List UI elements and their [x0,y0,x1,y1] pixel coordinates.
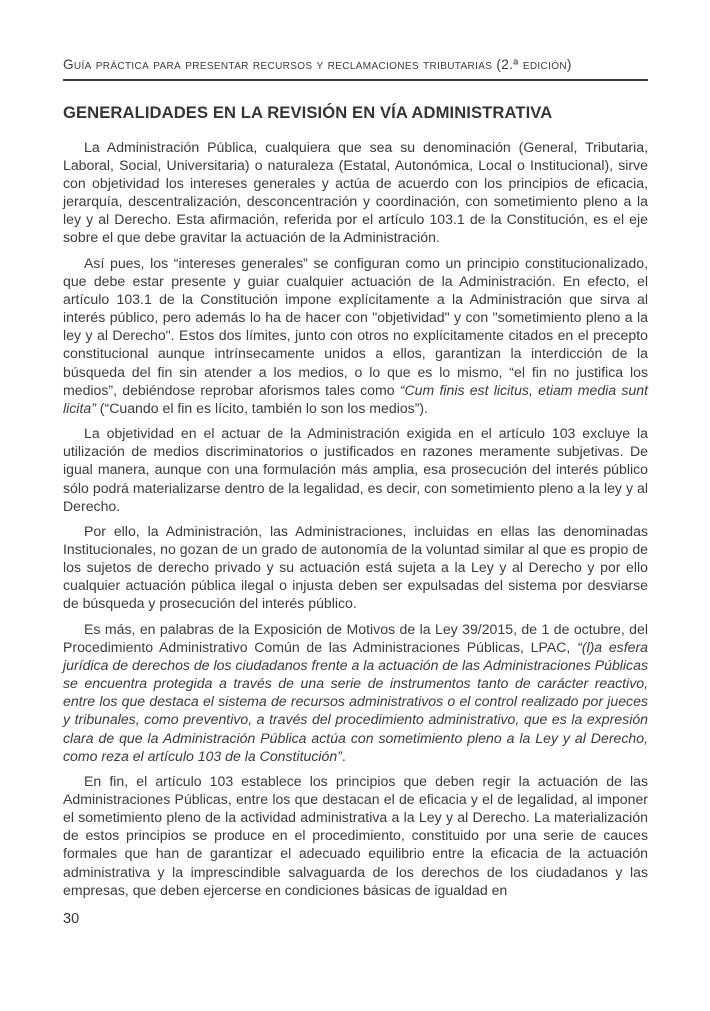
page-number: 30 [63,911,80,927]
italic-run: “(l)a esfera jurídica de derechos de los ciudadanos frente a la actuación de las Administraciones Públicas se encuentra protegida a través de una serie de instrumentos tanto de carácter reactivo, entre los que destaca el sistema de recursos administrativos o el control realizado por jueces y tribunales, como preventivo, a través del procedimiento administrativo, que es la expresión clara de que la Administración Pública actúa con sometimiento pleno a la Ley y al Derecho, como reza el artículo 103 de la Constitución” [63,638,648,764]
paragraph [63,522,648,613]
text-run: Por ello, la Administración, las Administraciones, incluidas en ellas las denominadas Institucionales, no gozan de un grado de autonomía de la voluntad similar al que es propio de los sujetos de derecho privado y su actuación está sujeta a la Ley y al Derecho y por ello cualquier actuación pública ilegal o injusta deben ser expulsadas del sistema por desviarse de búsqueda y prosecución del interés público. [63,522,648,612]
paragraph [63,254,648,417]
italic-run: “Cum finis est licitus, etiam media sunt licita” [63,381,648,416]
paragraph [63,138,648,247]
text-run: Así pues, los “intereses generales” se configuran como un principio constitucionalizado, que debe estar presente y guiar cualquier actuación de la Administración. En efecto, el artículo 103.1 de la Constitución impone explícitamente a la Administración que sirva al interés público, pero además lo ha de hacer con "objetividad" y con "sometimiento pleno a la ley y al Derecho". Estos dos límites, junto con otros no explícitamente citados en el precepto constitucional aunque intrínsecamente unidos a ellos, garantizan la interdicción de la búsqueda del fin sin atender a los medios, o lo que es lo mismo, “el fin no justifica los medios”, debiéndose reprobar aforismos tales como [63,254,648,398]
running-header: Guía práctica para presentar recursos y reclamaciones tributarias (2.ª edición) [63,57,648,81]
paragraph [63,424,648,515]
text-run: . [341,747,346,764]
text-run: La objetividad en el actuar de la Administración exigida en el artículo 103 excluye la utilización de medios discriminatorios o justificados en razones meramente subjetivas. De igual manera, aunque con una formulación más amplia, esa prosecución del interés público sólo podrá materializarse dentro de la legalidad, es decir, con sometimiento pleno a la ley y al Derecho. [63,425,648,514]
text-run: (“Cuando el fin es lícito, también lo son los medios”). [95,399,429,416]
text-run: En fin, el artículo 103 establece los principios que deben regir la actuación de las Administraciones Públicas, entre los que destacan el de eficacia y el de legalidad, al imponer el sometimiento pleno de la actividad administrativa a la Ley y al Derecho. La materialización de estos principios se produce en el procedimiento, constituido por una serie de cauces formales que han de garantizar el adecuado equilibrio entre la eficacia de la actuación administrativa y la imprescindible salvaguarda de los derechos de los ciudadanos y las empresas, que deben ejercerse en condiciones básicas de igualdad en [63,772,648,898]
body-text [63,138,648,899]
paragraph [63,772,648,899]
text-run: La Administración Pública, cualquiera que sea su denominación (General, Tributaria, Laboral, Social, Universitaria) o naturaleza (Estatal, Autonómica, Local o Institucional), sirve con objetividad los intereses generales y actúa de acuerdo con los principios de eficacia, jerarquía, descentralización, desconcentración y coordinación, con sometimiento pleno a la ley y al Derecho. Esta afirmación, referida por el artículo 103.1 de la Constitución, es el eje sobre el que debe gravitar la actuación de la Administración. [63,138,648,246]
page-content [63,0,648,906]
paragraph [63,620,648,765]
section-title: GENERALIDADES EN LA REVISIÓN EN VÍA ADMINISTRATIVA [63,102,553,122]
text-run: Es más, en palabras de la Exposición de Motivos de la Ley 39/2015, de 1 de octubre, del Procedimiento Administrativo Común de las Administraciones Públicas, LPAC, [63,620,648,655]
